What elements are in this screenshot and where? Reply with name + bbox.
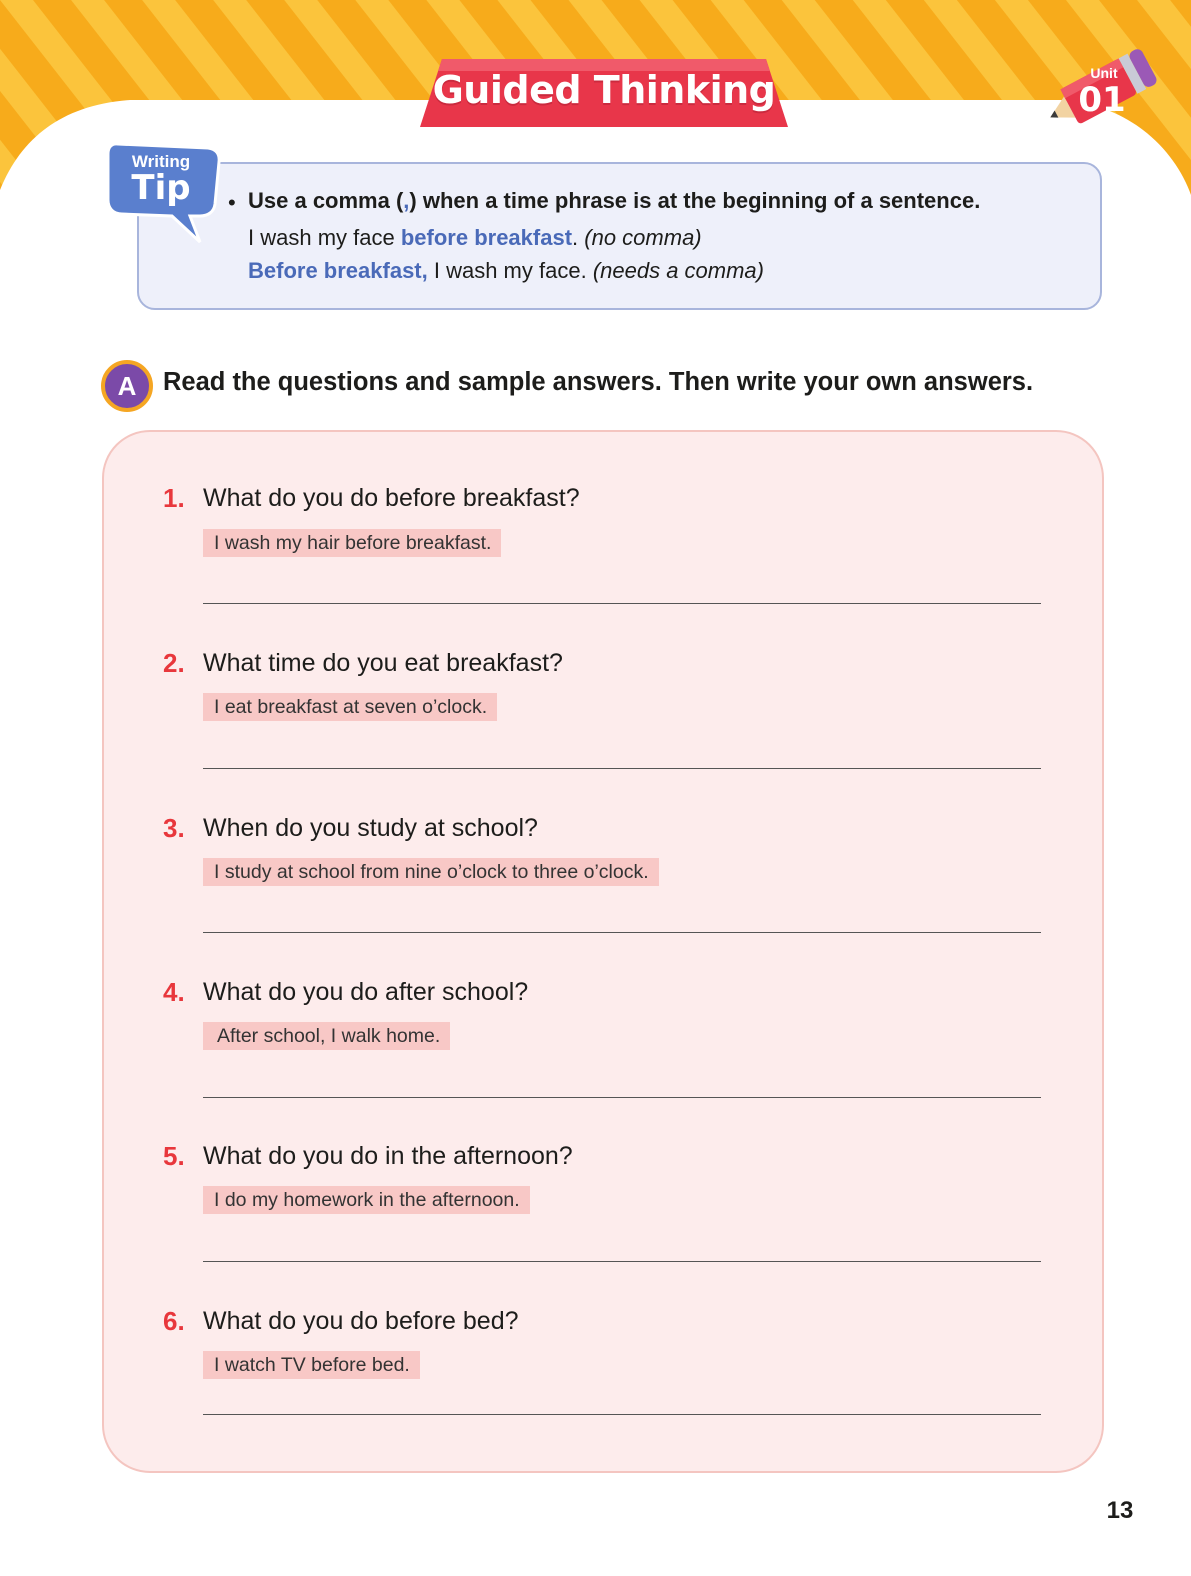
sample-answer: I watch TV before bed.	[203, 1351, 420, 1379]
question-text: What do you do after school?	[203, 978, 529, 1006]
question-number: 2.	[163, 648, 185, 678]
sample-answer: I do my homework in the afternoon.	[203, 1186, 530, 1214]
tip-badge-main: Tip	[131, 168, 191, 208]
sample-answer: I study at school from nine o’clock to three o’clock.	[203, 858, 659, 886]
sample-answer: After school, I walk home.	[203, 1022, 450, 1050]
question-text: What do you do in the afternoon?	[203, 1142, 573, 1170]
tip-example-no-comma: I wash my face before breakfast. (no comma)	[248, 225, 702, 250]
answer-line[interactable]	[203, 1097, 1041, 1098]
answer-line[interactable]	[203, 1261, 1041, 1262]
answer-line[interactable]	[203, 1414, 1041, 1415]
question-number: 6.	[163, 1306, 185, 1336]
page-number: 13	[1106, 1497, 1134, 1524]
question-number: 5.	[163, 1141, 185, 1171]
sample-answer: I wash my hair before breakfast.	[203, 529, 501, 557]
page-title: Guided Thinking	[432, 68, 776, 112]
tip-bullet: •	[228, 190, 236, 215]
unit-number: 01	[1078, 80, 1126, 120]
question-text: What do you do before bed?	[203, 1307, 519, 1335]
answer-line[interactable]	[203, 932, 1041, 933]
question-number: 4.	[163, 977, 185, 1007]
sample-answer: I eat breakfast at seven o’clock.	[203, 693, 497, 721]
section-a-badge	[101, 360, 153, 412]
answer-line[interactable]	[203, 603, 1041, 604]
tip-rule: Use a comma (,) when a time phrase is at the beginning of a sentence.	[248, 188, 981, 213]
question-number: 1.	[163, 483, 185, 513]
question-text: When do you study at school?	[203, 814, 538, 842]
answer-line[interactable]	[203, 768, 1041, 769]
question-text: What do you do before breakfast?	[203, 484, 580, 512]
tip-example-with-comma: Before breakfast, I wash my face. (needs a comma)	[248, 258, 764, 283]
tip-badge-top: Writing	[131, 152, 191, 171]
section-a-instruction: Read the questions and sample answers. Then write your own answers.	[163, 368, 1034, 396]
question-number: 3.	[163, 813, 185, 843]
section-a-letter: A	[117, 371, 137, 401]
question-text: What time do you eat breakfast?	[203, 649, 563, 677]
unit-label: Unit	[1090, 65, 1118, 81]
